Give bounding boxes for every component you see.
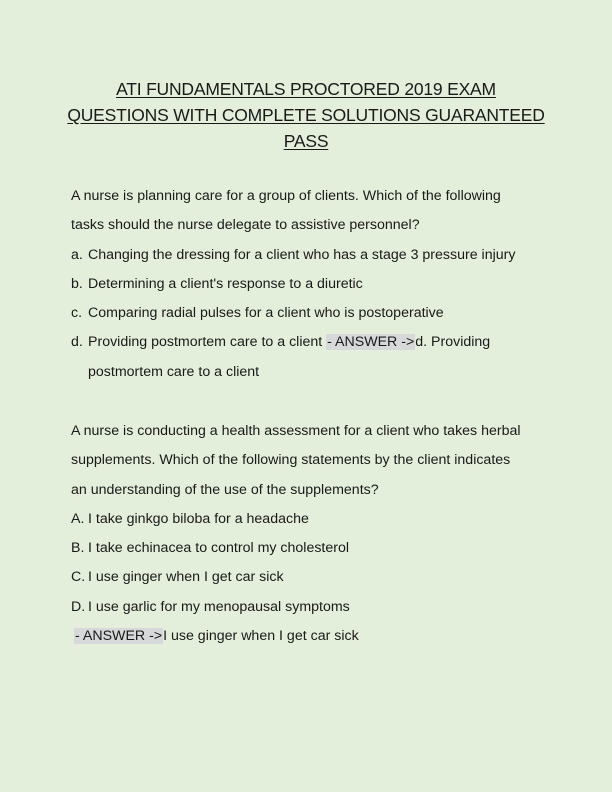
option-text: I use ginger when I get car sick xyxy=(88,569,284,586)
question-1-option-b xyxy=(71,270,551,299)
question-1-stem-line-2: tasks should the nurse delegate to assistive personnel? xyxy=(71,217,420,234)
option-label: D. xyxy=(71,598,86,615)
question-1-option-c xyxy=(71,299,551,328)
question-2-option-c xyxy=(71,563,551,592)
question-2-stem-line-3: an understanding of the use of the supplements? xyxy=(71,481,379,498)
question-2 xyxy=(71,417,551,651)
question-2-option-d xyxy=(71,593,551,622)
option-text: I use garlic for my menopausal symptoms xyxy=(88,598,350,615)
option-label: d. xyxy=(71,334,83,351)
question-1-stem-line-1: A nurse is planning care for a group of clients. Which of the following xyxy=(71,188,501,204)
title-line-3: PASS xyxy=(283,131,329,151)
option-label: A. xyxy=(71,510,85,527)
answer-text: I use ginger when I get car sick xyxy=(163,628,359,645)
question-1 xyxy=(71,182,551,387)
question-1-option-a xyxy=(71,241,551,270)
question-2-answer-line xyxy=(71,622,551,651)
option-label: b. xyxy=(71,275,83,292)
question-1-option-d xyxy=(71,328,551,387)
answer-marker: - ANSWER -> xyxy=(327,334,415,351)
option-label: C. xyxy=(71,569,86,586)
document-title xyxy=(60,76,552,154)
option-text: Determining a client's response to a diuretic xyxy=(88,275,363,292)
question-2-option-b xyxy=(71,534,551,563)
question-2-option-a xyxy=(71,505,551,534)
question-2-stem-line-2: supplements. Which of the following statements by the client indicates xyxy=(71,452,511,469)
option-text: Changing the dressing for a client who has a stage 3 pressure injury xyxy=(88,246,516,263)
option-text: I take echinacea to control my cholesterol xyxy=(88,540,350,557)
question-2-stem-line-1: A nurse is conducting a health assessment for a client who takes herbal xyxy=(71,423,521,439)
option-text: I take ginkgo biloba for a headache xyxy=(88,510,309,527)
answer-text: d. Providing postmortem care to a client xyxy=(88,334,491,380)
title-line-1: ATI FUNDAMENTALS PROCTORED 2019 EXAM xyxy=(116,79,496,99)
option-text-with-answer xyxy=(88,328,551,387)
option-label: c. xyxy=(71,305,83,322)
option-label: B. xyxy=(71,540,85,557)
option-text: Providing postmortem care to a client xyxy=(88,334,327,351)
title-line-2: QUESTIONS WITH COMPLETE SOLUTIONS GUARANTEED xyxy=(67,105,545,125)
option-label: a. xyxy=(71,246,83,263)
option-text: Comparing radial pulses for a client who is postoperative xyxy=(88,305,444,322)
answer-marker: - ANSWER -> xyxy=(75,628,163,645)
